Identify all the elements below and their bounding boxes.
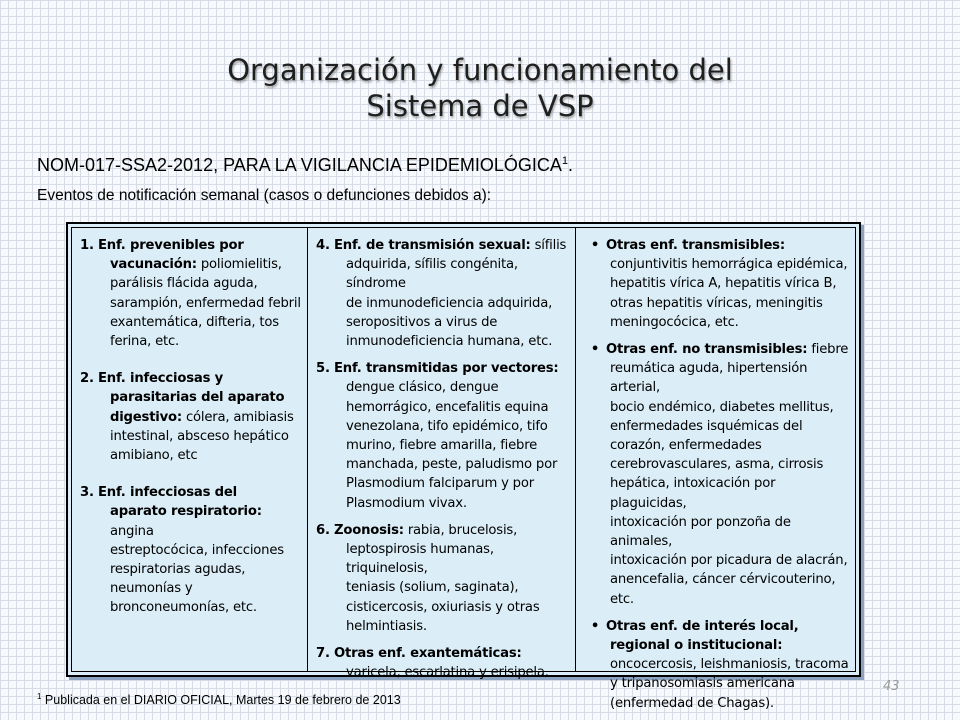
item-line: intoxicación por picadura de alacrán, (610, 553, 848, 569)
item-heading-cont: parasitarias del aparato (110, 390, 285, 406)
bullet-icon: • (590, 342, 600, 358)
item-line: hepatitis vírica A, hepatitis vírica B, (610, 276, 837, 292)
column-3 (576, 228, 855, 711)
item-line: manchada, peste, paludismo por (346, 457, 558, 473)
item-heading: Enf. de transmisión sexual: (334, 238, 531, 253)
item-line: sarampión, enfermedad febril (110, 295, 301, 311)
item-heading: Enf. prevenibles por (98, 238, 244, 253)
item-heading: Zoonosis: (334, 522, 404, 538)
item-heading: Otras enf. no transmisibles: (606, 342, 808, 358)
item-heading: Enf. infecciosas y (98, 371, 224, 387)
column-1 (72, 228, 308, 671)
item-number: 6. (316, 522, 330, 538)
item-line: seropositivos a virus de (346, 314, 498, 330)
item-line: cerebrovasculares, asma, cirrosis (610, 457, 824, 473)
slide-title (180, 52, 780, 124)
item-heading: Enf. transmitidas por vectores: (334, 361, 559, 377)
item-line: etc. (610, 591, 634, 607)
item-line: Plasmodium falciparum y por (346, 476, 534, 492)
item-line: estreptocócica, infecciones (110, 542, 284, 558)
item-number: 5. (316, 361, 330, 377)
item-infectious-respiratory (80, 483, 301, 617)
item-line: intestinal, absceso hepático (110, 428, 289, 444)
item-line: hepática, intoxicación por plaguicidas, (610, 476, 776, 511)
events-subtitle: Eventos de notificación semanal (casos o defunciones debidos a): (37, 187, 492, 204)
item-heading: Enf. infecciosas del (98, 485, 237, 501)
item-vector-borne (316, 359, 569, 513)
footnote-marker: 1 (37, 692, 42, 701)
item-line: hemorrágico, encefalitis equina (346, 399, 549, 415)
page-number: 43 (883, 679, 900, 694)
item-text: fiebre (807, 342, 849, 358)
item-line: anencefalia, cáncer cérvicouterino, (610, 572, 836, 588)
item-exanthematic (316, 644, 569, 682)
item-line: murino, fiebre amarilla, fiebre (346, 438, 538, 454)
item-text: sífilis (530, 238, 567, 253)
item-other-transmissible (584, 236, 849, 332)
bullet-icon: • (590, 238, 600, 253)
item-sexual-transmission (316, 236, 569, 351)
item-line: cisticercosis, oxiuriasis y otras (346, 599, 540, 615)
item-number: 7. (316, 646, 330, 662)
item-line: teniasis (solium, saginata), (346, 580, 519, 596)
item-heading-cont: regional o institucional: (610, 638, 783, 654)
item-line: bronconeumonías, etc. (110, 600, 257, 616)
item-line: (enfermedad de Chagas). (610, 695, 774, 711)
item-non-transmissible (584, 340, 849, 609)
item-heading-cont: digestivo: (110, 409, 182, 425)
item-line: reumática aguda, hipertensión arterial, (610, 361, 808, 396)
item-line: corazón, enfermedades (610, 438, 762, 454)
item-line: inmunodeficiencia humana, etc. (346, 334, 553, 350)
column-2 (308, 228, 576, 681)
item-vaccine-preventable (80, 236, 301, 351)
item-number: 3. (80, 485, 94, 501)
item-line: respiratorias agudas, (110, 562, 246, 578)
item-line: ferina, etc. (110, 334, 179, 350)
title-line-1: Organización y funcionamiento del (227, 53, 733, 87)
item-line: helmintiasis. (346, 618, 427, 634)
item-line: leptospirosis humanas, triquinelosis, (346, 542, 494, 577)
item-line: neumonías y (110, 581, 193, 597)
item-line: parálisis flácida aguda, (110, 276, 258, 292)
item-heading: Otras enf. de interés local, (606, 618, 799, 634)
item-text: angina (110, 523, 154, 539)
item-line: adquirida, sífilis congénita, síndrome (346, 257, 518, 292)
item-line: otras hepatitis víricas, meningitis (610, 295, 823, 311)
item-line: de inmunodeficiencia adquirida, (346, 295, 553, 311)
item-line: enfermedades isquémicas del (610, 418, 803, 434)
item-line: oncocercosis, leishmaniosis, tracoma (610, 657, 849, 673)
item-heading: Otras enf. exantemáticas: (334, 646, 522, 662)
title-line-2: Sistema de VSP (366, 89, 594, 123)
item-number: 2. (80, 371, 94, 387)
item-number: 4. (316, 238, 330, 253)
item-line: exantemática, difteria, tos (110, 314, 279, 330)
item-text: rabia, brucelosis, (403, 522, 518, 538)
item-line: Plasmodium vivax. (346, 495, 467, 511)
nom-period: . (568, 155, 574, 175)
item-line: bocio endémico, diabetes mellitus, (610, 399, 834, 415)
footnote-text: Publicada en el DIARIO OFICIAL, Martes 19 de febrero de 2013 (41, 693, 401, 708)
item-heading-cont: aparato respiratorio: (110, 504, 262, 520)
item-line: intoxicación por ponzoña de animales, (610, 514, 791, 550)
bullet-icon: • (590, 618, 600, 634)
item-line: amibiano, etc (110, 448, 198, 464)
item-text: poliomielitis, (196, 257, 282, 273)
nom-text: NOM-017-SSA2-2012, PARA LA VIGILANCIA EPIDEMIOLÓGICA (37, 155, 562, 175)
item-number: 1. (80, 238, 94, 253)
item-heading: Otras enf. transmisibles: (606, 238, 785, 253)
item-zoonosis (316, 521, 569, 636)
item-line: meningocócica, etc. (610, 314, 739, 330)
item-text: cólera, amibiasis (181, 409, 294, 425)
item-infectious-digestive (80, 369, 301, 465)
footnote (37, 692, 401, 707)
item-line: dengue clásico, dengue (346, 380, 499, 396)
item-heading-cont: vacunación: (110, 257, 197, 273)
nom-footnote-ref: 1 (561, 155, 568, 167)
item-line: conjuntivitis hemorrágica epidémica, (610, 257, 848, 273)
item-line: venezolana, tifo epidémico, tifo (346, 418, 548, 434)
item-line: y tripanosomiasis americana (610, 676, 795, 692)
item-line: varicela, escarlatina y erisipela. (346, 665, 549, 681)
item-local-interest (584, 617, 849, 713)
nom-heading (37, 155, 917, 176)
